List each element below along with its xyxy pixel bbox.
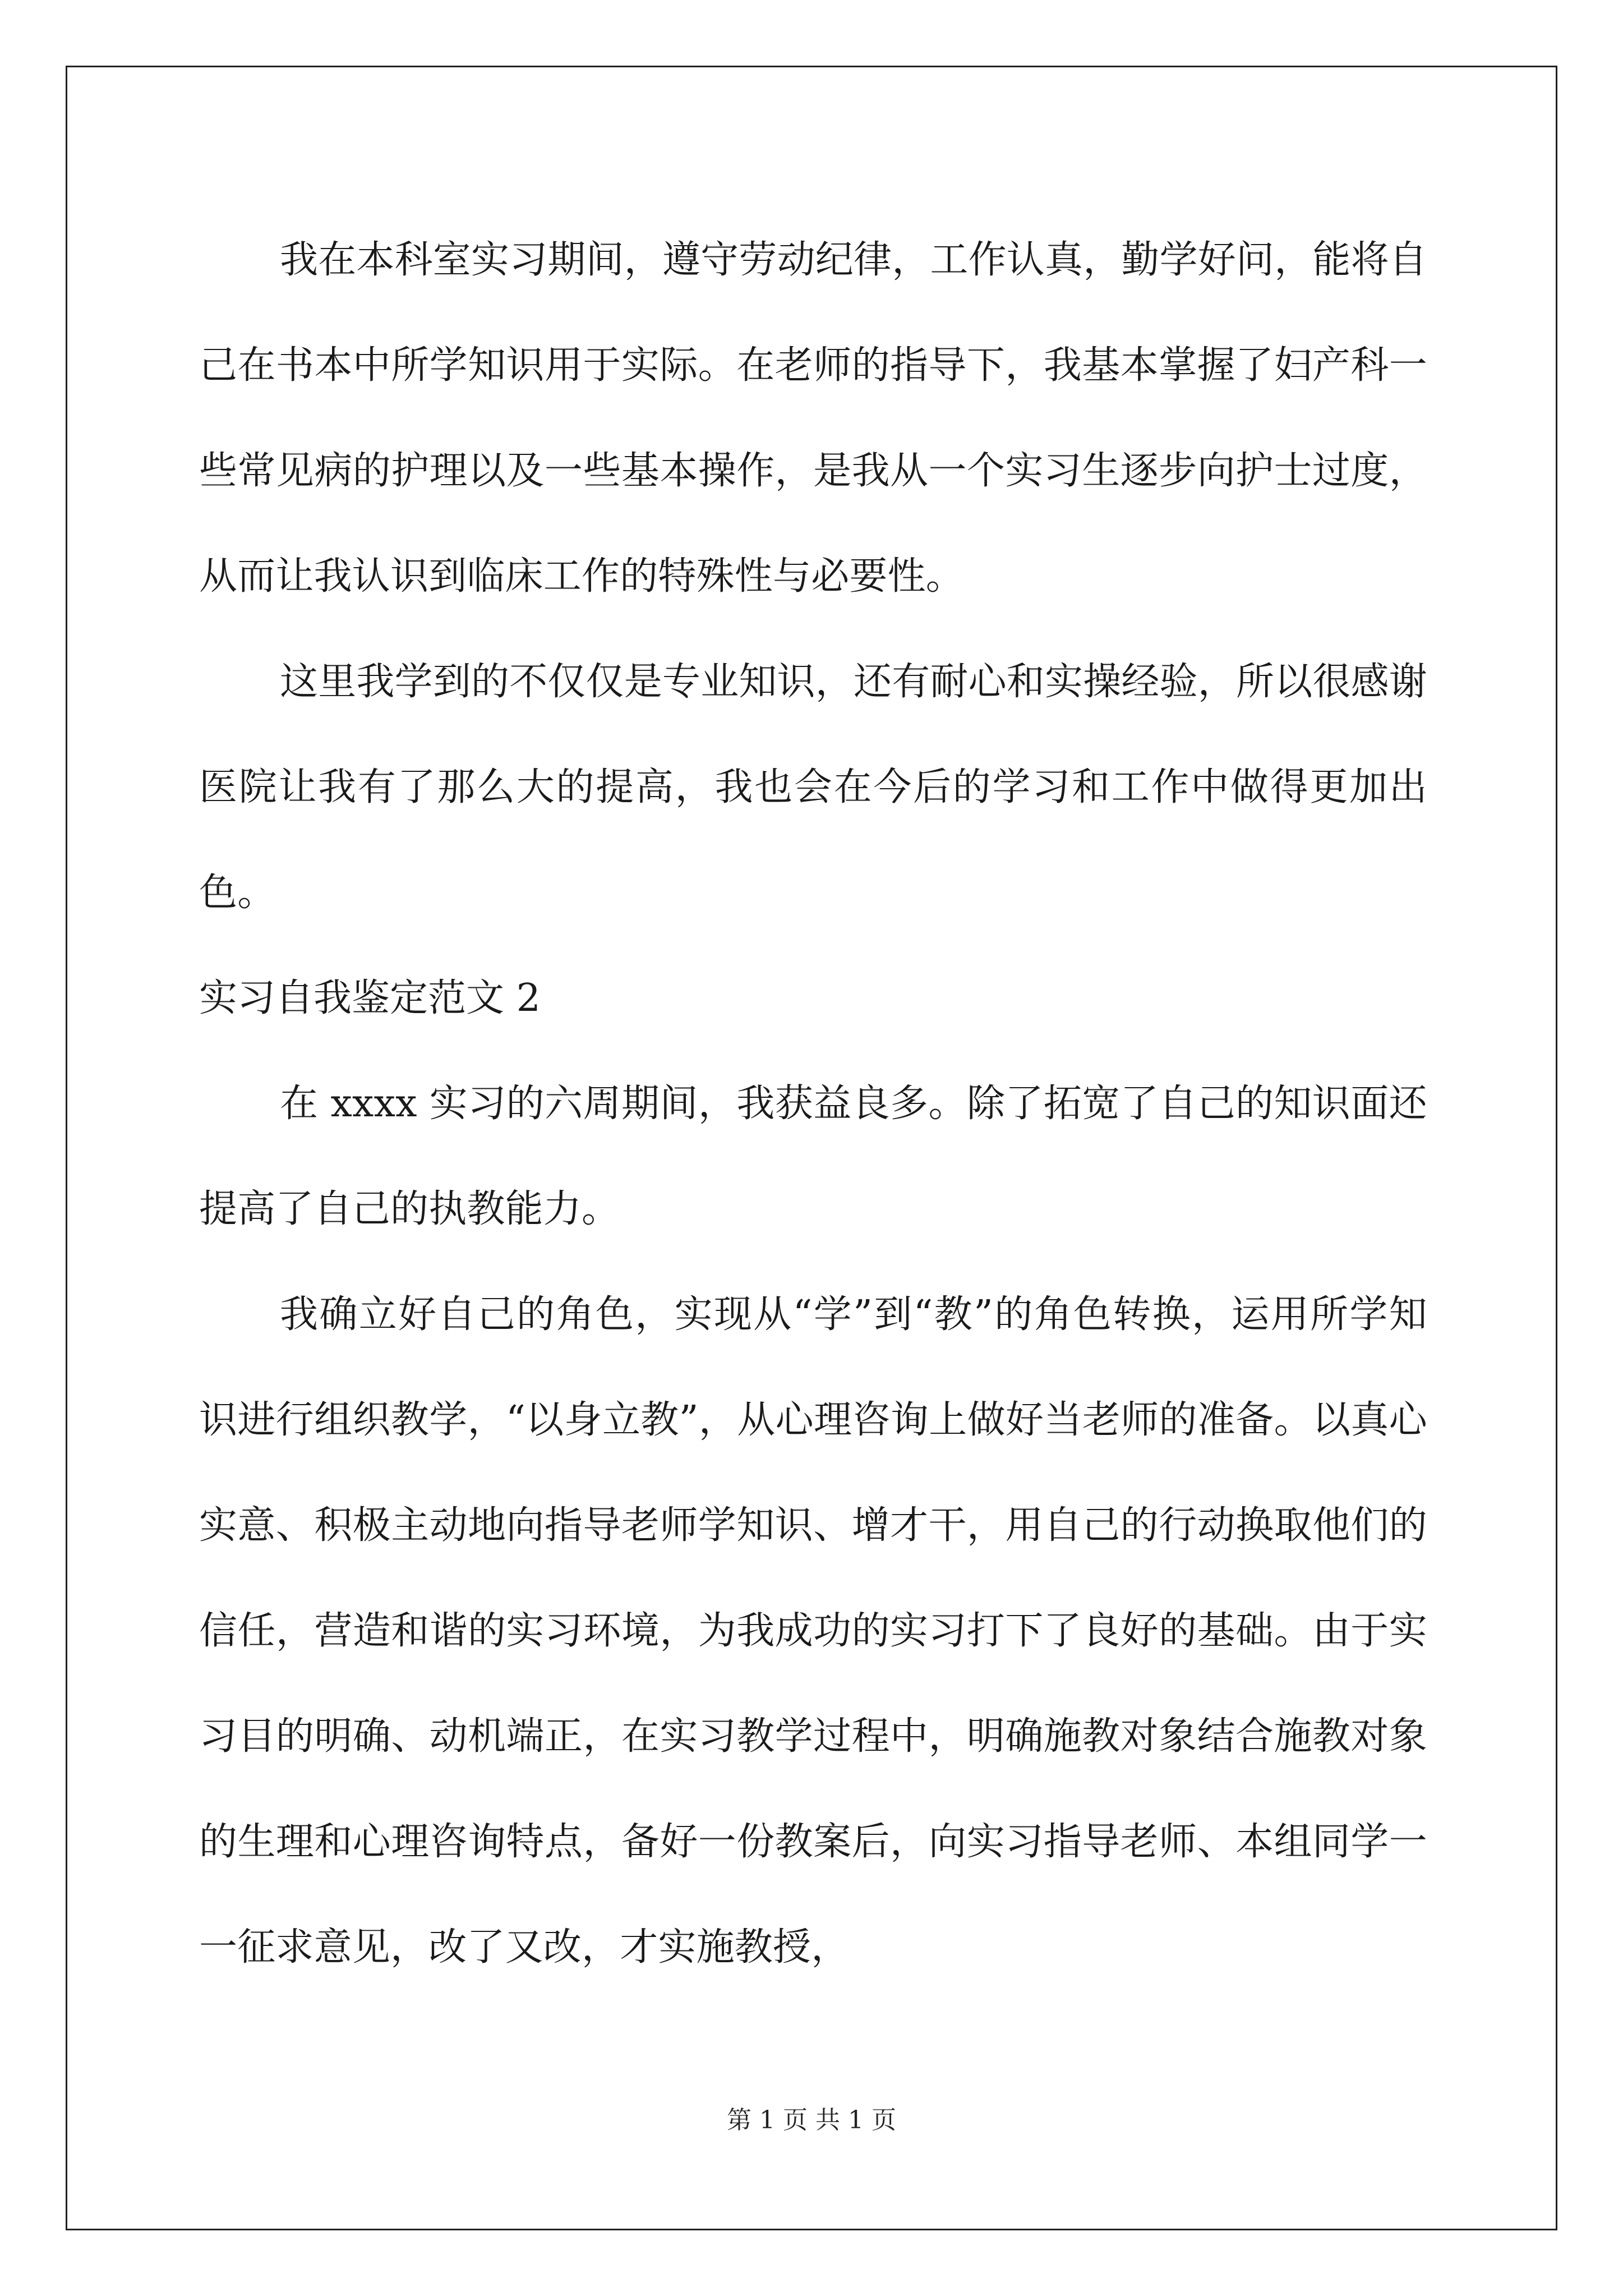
- paragraph-1: 我在本科室实习期间，遵守劳动纪律，工作认真，勤学好问，能将自己在书本中所学知识用于实际。在老师的指导下，我基本掌握了妇产科一些常见病的护理以及一些基本操作，是我从一个实习生逐步向护士过度，从而让我认识到临床工作的特殊性与必要性。: [199, 238, 1428, 599]
- paragraph-3: 在 xxxx 实习的六周期间，我获益良多。除了拓宽了自己的知识面还提高了自己的执教能力。: [199, 1082, 1427, 1231]
- page-footer: 第 1 页 共 1 页: [727, 2106, 896, 2134]
- section-title: 实习自我鉴定范文 2: [199, 976, 541, 1020]
- document-body: [199, 208, 1427, 2000]
- paragraph-4: 我确立好自己的角色，实现从“学”到“教”的角色转换，运用所学知识进行组织教学，“以身立教”，从心理咨询上做好当老师的准备。以真心实意、积极主动地向指导老师学知识、增才干，用自己的行动换取他们的信任，营造和谐的实习环境，为我成功的实习打下了良好的基础。由于实习目的明确、动机端正，在实习教学过程中，明确施教对象结合施教对象的生理和心理咨询特点，备好一份教案后，向实习指导老师、本组同学一一征求意见，改了又改，才实施教授，: [199, 1292, 1427, 1970]
- paragraph-2: 这里我学到的不仅仅是专业知识，还有耐心和实操经验，所以很感谢医院让我有了那么大的提高，我也会在今后的学习和工作中做得更加出色。: [199, 660, 1428, 915]
